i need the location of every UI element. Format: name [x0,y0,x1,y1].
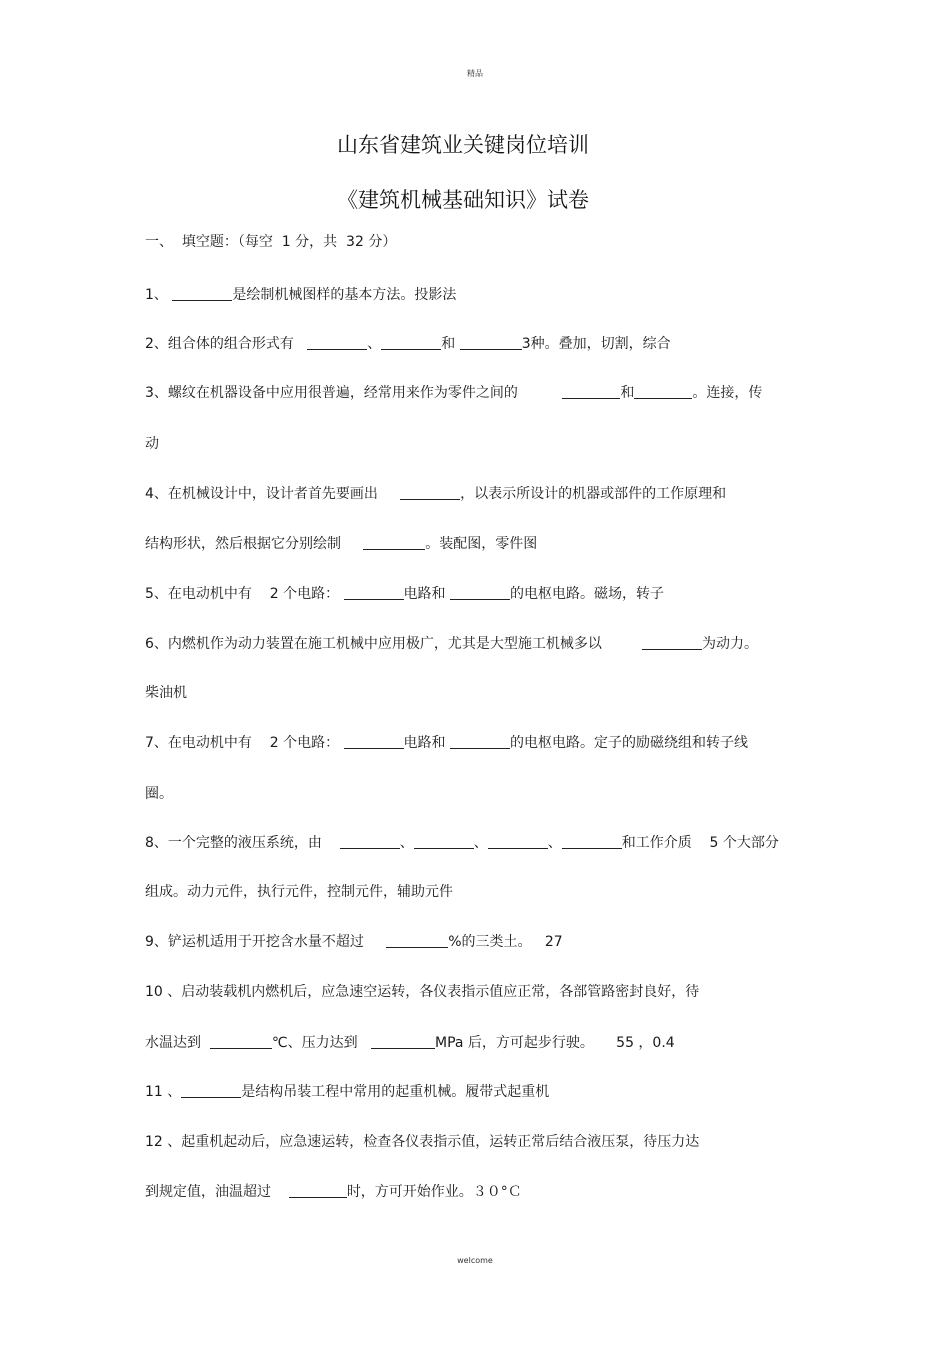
question-3-cont: 动 [145,436,159,452]
question-6: 6、内燃机作为动力装置在施工机械中应用极广，尤其是大型施工机械多以 为动力。 [145,636,758,652]
question-11: 11 、 是结构吊装工程中常用的起重机械。履带式起重机 [145,1084,550,1100]
question-3: 3、螺纹在机器设备中应用很普遍，经常用来作为零件之间的 和 。连接，传 [145,385,763,401]
page-subtitle: 《建筑机械基础知识》试卷 [337,188,589,212]
question-9: 9、铲运机适用于开挖含水量不超过 %的三类土。 27 [145,934,563,950]
question-8-cont: 组成。动力元件，执行元件，控制元件，辅助元件 [145,884,453,900]
question-5: 5、在电动机中有 2 个电路： 电路和 的电枢电路。磁场，转子 [145,586,664,602]
question-7-cont: 圈。 [145,786,173,802]
question-10: 10 、启动装载机内燃机后，应急速空运转，各仪表指示值应正常，各部管路密封良好，待 [145,984,700,1000]
question-4: 4、在机械设计中，设计者首先要画出 ，以表示所设计的机器或部件的工作原理和 [145,486,727,502]
footer-note: welcome [457,1256,493,1265]
question-1: 1、 是绘制机械图样的基本方法。投影法 [145,287,457,303]
question-6-cont: 柴油机 [145,685,187,701]
page-title: 山东省建筑业关键岗位培训 [337,133,589,157]
question-8: 8、一个完整的液压系统，由 、 、 、 和工作介质 5 个大部分 [145,835,779,851]
header-note: 精品 [467,69,483,78]
section-heading: 一、 填空题：（每空 1 分，共 32 分） [145,234,397,250]
question-12: 12 、起重机起动后，应急速运转，检查各仪表指示值，运转正常后结合液压泵，待压力达 [145,1134,700,1150]
question-4-cont: 结构形状，然后根据它分别绘制 。装配图，零件图 [145,536,538,552]
question-7: 7、在电动机中有 2 个电路： 电路和 的电枢电路。定子的励磁绕组和转子线 [145,735,748,751]
question-10-cont: 水温达到 ℃、压力达到 MPa 后，方可起步行驶。 55 ，0.4 [145,1035,675,1051]
question-12-cont: 到规定值，油温超过 时，方可开始作业。３０°Ｃ [145,1184,522,1200]
question-2: 2、组合体的组合形式有 、 和 3种。叠加，切割，综合 [145,336,671,352]
